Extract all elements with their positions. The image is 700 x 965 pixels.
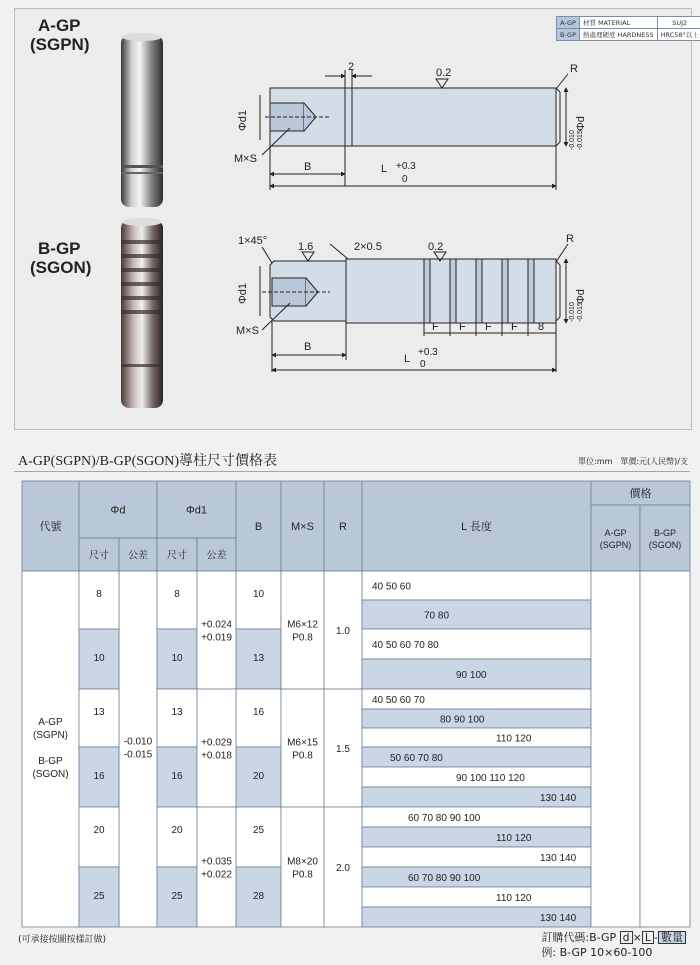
d-size-cell [79, 571, 119, 629]
length-cell [362, 728, 591, 747]
mxs-text: P0.8 [292, 632, 313, 644]
header-phid-text: Φd [110, 504, 126, 517]
mxs-text: P0.8 [292, 869, 313, 881]
d1-size-text: 16 [171, 771, 183, 782]
b-cell [236, 689, 281, 747]
d-size-text: 10 [93, 653, 105, 664]
bgp-groove-label: 2×0.5 [354, 241, 382, 253]
agp-r-label: R [570, 63, 578, 75]
agp-phid-label: Φd [575, 116, 587, 131]
length-text: 130 140 [540, 913, 577, 924]
r-text: 2.0 [336, 863, 350, 874]
agp-title: A-GP [38, 16, 81, 35]
price-agp-cell [591, 571, 640, 927]
d1-size-text: 8 [174, 589, 180, 600]
custom-order-note: (可承接按圖按樣訂做) [18, 935, 107, 945]
material-label: 材質 MATERIAL [580, 17, 658, 29]
material-value: HRC58°以上 [657, 29, 700, 41]
d1-size-cell [157, 807, 197, 867]
header-bgp-text: (SGON) [648, 540, 682, 550]
d-size-text: 20 [93, 825, 105, 836]
d1-size-text: 10 [171, 653, 183, 664]
d1-size-cell [157, 571, 197, 629]
d-size-text: 13 [93, 707, 105, 718]
header-agp [591, 505, 640, 571]
bgp-dtol-up: -0.010 [569, 302, 576, 322]
header-phid1-text: Φd1 [185, 504, 208, 517]
bgp-phid-label: Φd [575, 289, 587, 304]
d1-tol-text: +0.022 [201, 869, 232, 881]
agp-ltol-up: +0.3 [396, 161, 416, 172]
header-mxs-text: M×S [291, 521, 314, 533]
d1-tol-text: +0.019 [201, 632, 232, 644]
code-text: (SGON) [32, 769, 69, 780]
bgp-subtitle: (SGON) [30, 258, 92, 277]
bgp-title: B-GP [38, 239, 81, 258]
bgp-rough2-label: 0.2 [428, 241, 444, 253]
b-text: 10 [252, 589, 265, 600]
agp-ltol-dn: 0 [402, 174, 408, 185]
length-text: 90 100 [456, 670, 487, 681]
bgp-f-label: F [511, 321, 518, 333]
price-bgp-cell [640, 571, 690, 927]
material-code: B-GP [557, 29, 580, 41]
order-l-box: L [642, 931, 654, 944]
d-tol-text: -0.015 [123, 749, 153, 761]
d-size-cell [79, 807, 119, 867]
agp-l-label: L [381, 163, 388, 175]
bgp-eight-label: 8 [538, 321, 545, 333]
length-text: 50 60 70 80 [390, 753, 443, 764]
mxs-text: M6×15 [287, 737, 318, 749]
header-bgp [640, 505, 690, 571]
d-size-text: 25 [93, 891, 105, 902]
d1-size-cell [157, 689, 197, 747]
length-cell [362, 600, 591, 629]
code-text: A-GP [38, 717, 63, 728]
agp-subtitle: (SGPN) [30, 35, 90, 54]
d1-tol-text: +0.035 [201, 856, 232, 868]
order-code-line [541, 930, 686, 945]
unit-note: 單位:mm 單價:元(人民幣)/支 [578, 457, 688, 466]
b-cell [236, 571, 281, 629]
b-text: 28 [252, 891, 265, 902]
mxs-text: P0.8 [292, 750, 313, 762]
b-text: 13 [252, 653, 265, 664]
order-x: × [632, 931, 642, 944]
header-b-text: B [254, 521, 263, 533]
b-text: 20 [252, 771, 265, 782]
code-text: (SGPN) [33, 730, 68, 741]
order-code-label: 訂購代碼:B-GP [541, 931, 617, 944]
header-agp-text: (SGPN) [599, 540, 632, 550]
material-value: SUJ2 [657, 17, 700, 29]
length-text: 60 70 80 90 100 [408, 873, 481, 884]
agp-dtol-up: -0.010 [569, 130, 576, 150]
bgp-mxs-label: M×S [236, 325, 259, 337]
d1-size-text: 20 [171, 825, 183, 836]
order-d-box: d [620, 931, 633, 944]
code-cell [22, 571, 79, 927]
bgp-phid1-label: Φd1 [237, 282, 249, 304]
table-title: A-GP(SGPN)/B-GP(SGON)導柱尺寸價格表 [18, 454, 278, 469]
header-agp-text: A-GP [604, 528, 627, 538]
length-text: 60 70 80 90 100 [408, 813, 481, 824]
agp-dtol-dn: -0.015 [577, 130, 584, 150]
material-label: 熱處理硬度 HARDNESS [580, 29, 658, 41]
d1-size-text: 13 [171, 707, 183, 718]
d1-size-text: 25 [171, 891, 183, 902]
header-tol-text: 公差 [206, 550, 227, 562]
agp-groove-label: 2 [348, 61, 355, 73]
d-size-text: 16 [93, 771, 105, 782]
d1-tol-text: +0.029 [201, 737, 232, 749]
length-text: 110 120 [496, 893, 532, 904]
order-code-block [541, 930, 686, 960]
bgp-rough1-label: 1.6 [298, 241, 314, 253]
length-text: 110 120 [496, 833, 532, 844]
order-dash: - [654, 931, 658, 944]
length-cell [362, 827, 591, 847]
length-text: 90 100 110 120 [456, 773, 525, 784]
d1-tol-text: +0.024 [201, 619, 232, 631]
length-text: 40 50 60 70 80 [372, 640, 439, 651]
bgp-r-label: R [566, 233, 574, 245]
header-size-text: 尺寸 [89, 550, 109, 562]
code-text: B-GP [38, 756, 63, 767]
bgp-f-label: F [485, 321, 492, 333]
bgp-ltol-dn: 0 [420, 359, 426, 370]
order-qty-box: 數量 [658, 931, 686, 944]
bgp-f-label: F [459, 321, 466, 333]
header-size-text: 尺寸 [167, 550, 187, 562]
d-size-text: 8 [96, 589, 102, 600]
length-text: 70 80 [424, 610, 450, 622]
r-text: 1.0 [336, 626, 350, 637]
b-text: 25 [252, 825, 265, 836]
mxs-text: M6×12 [287, 619, 318, 631]
bgp-dtol-dn: -0.015 [577, 302, 584, 322]
agp-mxs-label: M×S [234, 153, 257, 165]
r-text: 1.5 [336, 744, 350, 755]
bgp-ltol-up: +0.3 [418, 347, 438, 358]
length-cell [362, 887, 591, 907]
bgp-l-label: L [404, 353, 411, 365]
bgp-f-label: F [432, 321, 439, 333]
d1-tol-text: +0.018 [201, 750, 232, 762]
header-code-text: 代號 [39, 521, 62, 533]
bgp-chamfer-label: 1×45° [238, 235, 268, 247]
length-text: 110 120 [496, 733, 532, 745]
material-code: A-GP [557, 17, 580, 29]
agp-rough-label: 0.2 [436, 67, 452, 79]
header-bgp-text: B-GP [653, 528, 677, 538]
agp-b-label: B [304, 161, 312, 173]
length-text: 130 140 [540, 853, 577, 864]
d-size-cell [79, 689, 119, 747]
b-text: 16 [252, 707, 265, 718]
length-text: 40 50 60 70 [372, 695, 425, 706]
agp-phid1-label: Φd1 [237, 109, 249, 131]
d-tol-text: -0.010 [123, 736, 153, 748]
header-tol-text: 公差 [128, 550, 148, 562]
bgp-b-label: B [304, 341, 312, 353]
order-example: 例: B-GP 10×60-100 [541, 946, 653, 959]
length-text: 40 50 60 [372, 581, 411, 593]
mxs-text: M8×20 [287, 856, 318, 868]
length-text: 80 90 100 [440, 714, 485, 726]
header-length-text: L 長度 [461, 521, 492, 533]
header-price-text: 價格 [629, 488, 652, 500]
header-r-text: R [339, 521, 347, 533]
length-text: 130 140 [540, 793, 577, 804]
b-cell [236, 807, 281, 867]
